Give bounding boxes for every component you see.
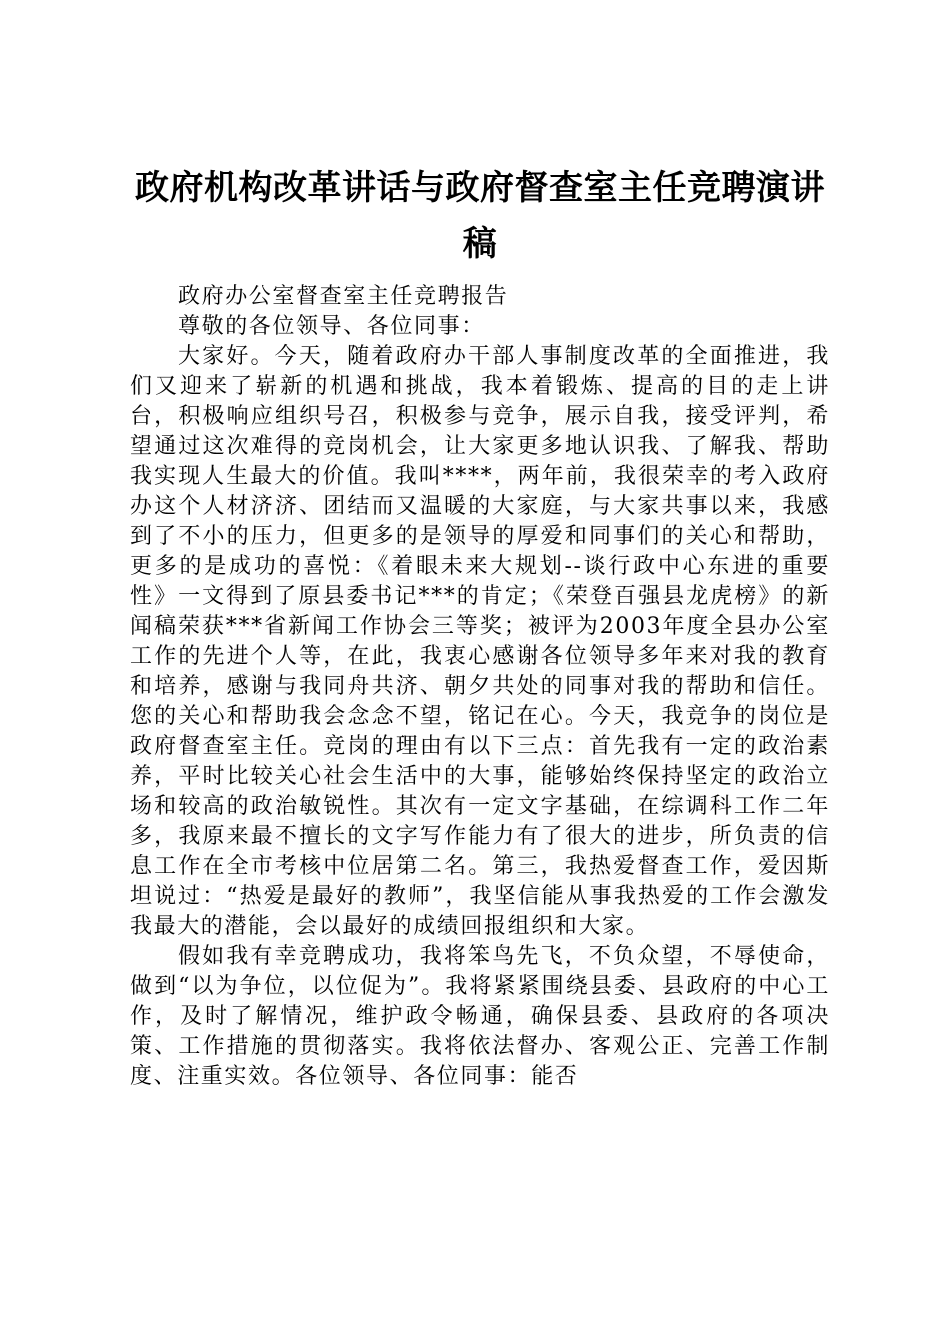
document-page bbox=[130, 160, 830, 1092]
document-title bbox=[130, 160, 830, 272]
body-paragraph: 大家好。今天，随着政府办干部人事制度改革的全面推进，我们又迎来了崭新的机遇和挑战，我本着锻炼、提高的目的走上讲台，积极响应组织号召，积极参与竞争，展示自我，接受评判，希望通过这次难得的竞岗机会，让大家更多地认识我、了解我、帮助我实现人生最大的价值。我叫****，两年前，我很荣幸的考入政府办这个人材济济、团结而又温暖的大家庭，与大家共事以来，我感到了不小的压力，但更多的是领导的厚爱和同事们的关心和帮助，更多的是成功的喜悦：《着眼未来大规划--谈行政中心东进的重要性》一文得到了原县委书记***的肯定；《荣登百强县龙虎榜》的新闻稿荣获***省新闻工作协会三等奖；被评为2003年度全县办公室工作的先进个人等，在此，我衷心感谢各位领导多年来对我的教育和培养，感谢与我同舟共济、朝夕共处的同事对我的帮助和信任。您的关心和帮助我会念念不望，铭记在心。今天，我竞争的岗位是政府督查室主任。竞岗的理由有以下三点：首先我有一定的政治素养，平时比较关心社会生活中的大事，能够始终保持坚定的政治立场和较高的政治敏锐性。其次有一定文字基础，在综调科工作二年多，我原来最不擅长的文字写作能力有了很大的进步，所负责的信息工作在全市考核中位居第二名。第三，我热爱督查工作，爱因斯坦说过：“热爱是最好的教师”，我坚信能从事我热爱的工作会激发我最大的潜能，会以最好的成绩回报组织和大家。 bbox=[130, 344, 830, 939]
document-body bbox=[130, 282, 830, 1092]
report-subtitle: 政府办公室督查室主任竞聘报告 bbox=[178, 284, 509, 309]
document-title-line2: 稿 bbox=[462, 224, 498, 264]
salutation: 尊敬的各位领导、各位同事： bbox=[178, 314, 485, 339]
body-paragraph: 假如我有幸竞聘成功，我将笨鸟先飞，不负众望，不辱使命，做到“以为争位，以位促为”。我将紧紧围绕县委、县政府的中心工作，及时了解情况，维护政令畅通，确保县委、县政府的各项决策、工作措施的贯彻落实。我将依法督办、客观公正、完善工作制度、注重实效。各位领导、各位同事：能否 bbox=[130, 944, 830, 1089]
document-title-line1: 政府机构改革讲话与政府督查室主任竞聘演讲 bbox=[135, 168, 825, 208]
